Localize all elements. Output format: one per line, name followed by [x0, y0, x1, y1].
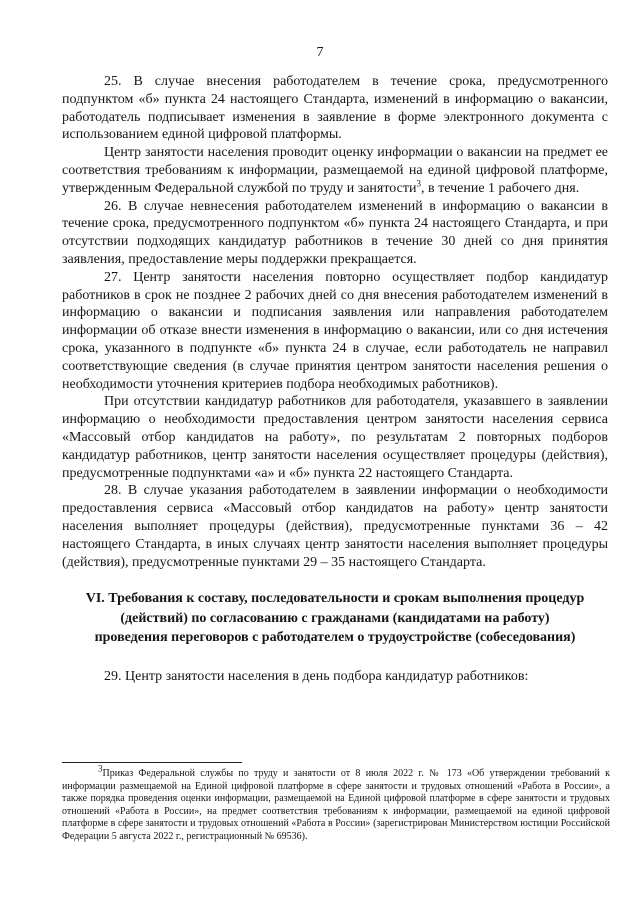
paragraph-26: 26. В случае невнесения работодателем изменений в информацию о вакансии в течение срока, предусмотренного подпунктом «б» пункта 24 настоящего Стандарта, и при отсутствии подходящих кандидатур работников в течение 30 дней со дня принятия заявления, предоставление меры поддержки прекращается. [62, 198, 608, 267]
section-heading: VI. Требования к составу, последовательности и срокам выполнения процедур (действий) по согласованию с гражданами (кандидатами на работу) проведения переговоров с работодателем о трудоустройстве (собеседования) [85, 591, 585, 646]
paragraph-27: 27. Центр занятости населения повторно осуществляет подбор кандидатур работников в срок не позднее 2 рабочих дней со дня внесения работодателем изменений в информацию о вакансии и подписания заявления или направления работодателем информации об отказе внести изменения в информацию о вакансии, или со дня истечения срока, указанного в подпункте «б» пункта 24 в случае, если работодатель не направил соответствующие сведения (в случае принятия центром занятости населения решения о необходимости уточнения критериев подбора необходимых работников). [62, 269, 608, 392]
paragraph-25: 25. В случае внесения работодателем в течение срока, предусмотренного подпунктом «б» пункта 24 настоящего Стандарта, изменений в информацию о вакансии, работодатель подписывает изменения в заявление в форме электронного документа с использованием единой цифровой платформы. [62, 74, 608, 143]
footnote-mark: 3 [98, 763, 103, 774]
paragraph-25-assessment [62, 144, 608, 197]
footnote-reference[interactable]: 3 [416, 178, 421, 189]
footnote-text: Приказ Федеральной службы по труду и занятости от 8 июля 2022 г. № 173 «Об утверждении требований к информации размещаемой на Единой цифровой платформе в сфере занятости и трудовых отношений «Работа в России», а также порядка проведения оценки информации, размещаемой на Единой цифровой платформе в сфере занятости и трудовых отношений «Работа в России», на предмет соответствия требованиям к информации, размещаемой на единой цифровой платформе в сфере занятости и трудовых отношений «Работа в России» (зарегистрирован Министерством юстиции Российской Федерации 5 августа 2022 г., регистрационный № 69536). [62, 768, 610, 842]
paragraph-27-no-candidates: При отсутствии кандидатур работников для работодателя, указавшего в заявлении информацию о необходимости предоставления центром занятости населения сервиса «Массовый отбор кандидатов на работу», по результатам 2 повторных подборов кандидатур работников, центр занятости населения осуществляет процедуры (действия), предусмотренные подпунктами «а» и «б» пункта 22 настоящего Стандарта. [62, 394, 608, 481]
document-body [62, 73, 608, 686]
paragraph-28: 28. В случае указания работодателем в заявлении информации о необходимости предоставления сервиса «Массовый отбор кандидатов на работу» центр занятости населения выполняет процедуры (действия), предусмотренные пунктами 36 – 42 настоящего Стандарта, в иных случаях центр занятости населения выполняет процедуры (действия), предусмотренные пунктами 29 – 35 настоящего Стандарта. [62, 483, 608, 570]
paragraph-29: 29. Центр занятости населения в день подбора кандидатур работников: [104, 668, 529, 684]
paragraph-25-assessment-text: Центр занятости населения проводит оценку информации о вакансии на предмет ее соответствия требованиям к информации, размещаемой на единой цифровой платформе, утвержденным Федеральной службой по труду и занятости [62, 145, 608, 196]
footnote [62, 763, 610, 844]
footnote-divider [62, 762, 242, 763]
page-number: 7 [316, 45, 324, 60]
paragraph-25-assessment-tail: , в течение 1 рабочего дня. [420, 180, 580, 196]
